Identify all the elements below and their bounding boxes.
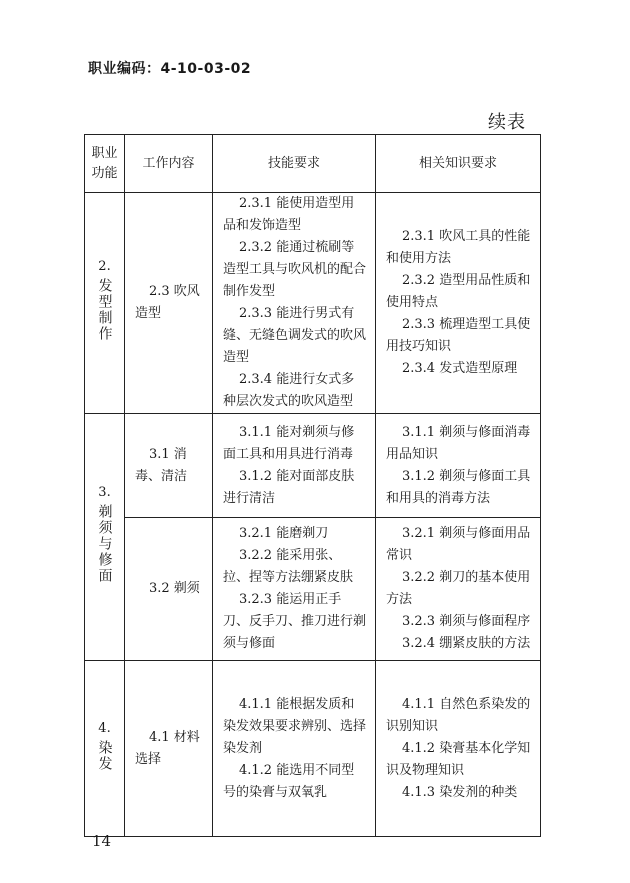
skills-cell: 3.1.1 能对剃须与修面工具和用具进行消毒 3.1.2 能对面部皮肤进行清洁 (213, 414, 376, 518)
knowledge-cell: 4.1.1 自然色系染发的识别知识 4.1.2 染膏基本化学知识及物理知识 4.1.3 染发剂的种类 (376, 661, 541, 837)
work-content-cell: 2.3 吹风造型 (125, 193, 213, 414)
skills-cell: 4.1.1 能根据发质和染发效果要求辨别、选择染发剂 4.1.2 能选用不同型号的染膏与双氧乳 (213, 661, 376, 837)
skills-table (84, 134, 541, 837)
occupation-code: 职业编码：4-10-03-02 (88, 61, 252, 77)
skills-cell: 3.2.1 能磨剃刀 3.2.2 能采用张、拉、捏等方法绷紧皮肤 3.2.3 能运用正手刀、反手刀、推刀进行剃须与修面 (213, 518, 376, 661)
function-cell-shaving: 3. 剃须与修面 (85, 414, 125, 661)
header-function: 职业 功能 (85, 135, 125, 193)
table-row (85, 518, 541, 661)
table-row (85, 661, 541, 837)
skills-cell: 2.3.1 能使用造型用品和发饰造型 2.3.2 能通过梳刷等造型工具与吹风机的配合制作发型 2.3.3 能进行男式有缝、无缝色调发式的吹风造型 2.3.4 能进行女式多种层次发式的吹风造型 (213, 193, 376, 414)
page-number: 14 (92, 832, 112, 850)
work-content-cell: 3.2 剃须 (125, 518, 213, 661)
header-knowledge-requirements: 相关知识要求 (376, 135, 541, 193)
table-row (85, 193, 541, 414)
table-header-row (85, 135, 541, 193)
knowledge-cell: 2.3.1 吹风工具的性能和使用方法 2.3.2 造型用品性质和使用特点 2.3.3 梳理造型工具使用技巧知识 2.3.4 发式造型原理 (376, 193, 541, 414)
header-skill-requirements: 技能要求 (213, 135, 376, 193)
function-cell-hair-styling: 2. 发型制作 (85, 193, 125, 414)
table-row (85, 414, 541, 518)
function-cell-hair-dyeing: 4. 染发 (85, 661, 125, 837)
work-content-cell: 4.1 材料选择 (125, 661, 213, 837)
continued-label: 续表 (488, 112, 526, 133)
work-content-cell: 3.1 消毒、清洁 (125, 414, 213, 518)
knowledge-cell: 3.1.1 剃须与修面消毒用品知识 3.1.2 剃须与修面工具和用具的消毒方法 (376, 414, 541, 518)
header-work-content: 工作内容 (125, 135, 213, 193)
knowledge-cell: 3.2.1 剃须与修面用品常识 3.2.2 剃刀的基本使用方法 3.2.3 剃须与修面程序 3.2.4 绷紧皮肤的方法 (376, 518, 541, 661)
